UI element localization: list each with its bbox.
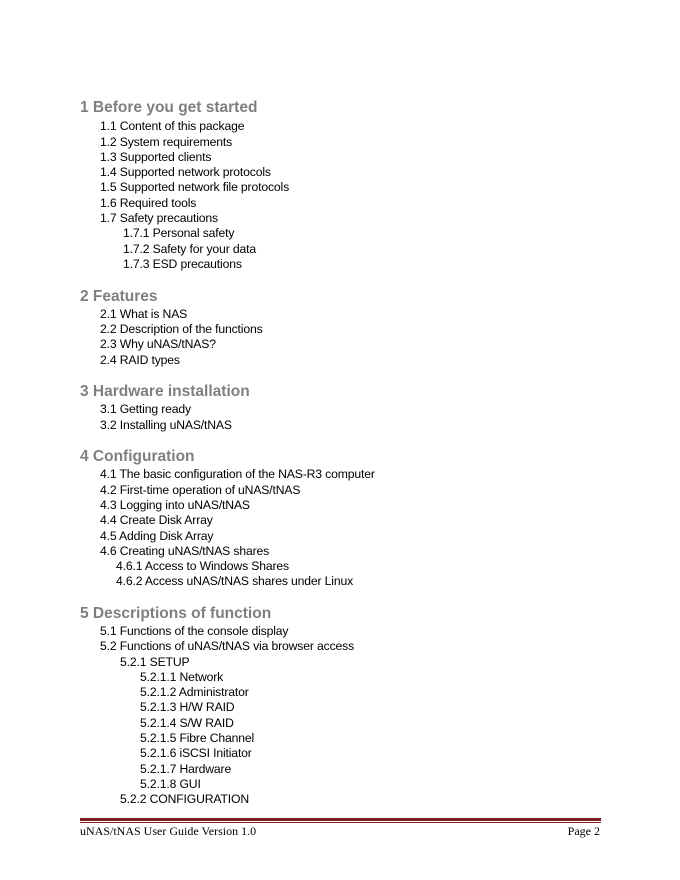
toc-heading-2[interactable]: 2 Features xyxy=(80,288,158,305)
toc-entry-3-1[interactable]: 3.1 Getting ready xyxy=(100,402,191,416)
toc-entry-4-3[interactable]: 4.3 Logging into uNAS/tNAS xyxy=(100,498,250,512)
toc-entry-1-5[interactable]: 1.5 Supported network file protocols xyxy=(100,180,290,194)
toc-entry-4-6[interactable]: 4.6 Creating uNAS/tNAS shares xyxy=(100,544,270,558)
toc-entry-1-6[interactable]: 1.6 Required tools xyxy=(100,196,197,210)
toc-entry-1-7[interactable]: 1.7 Safety precautions xyxy=(100,211,218,225)
toc-entry-5-1[interactable]: 5.1 Functions of the console display xyxy=(100,624,289,638)
toc-heading-3[interactable]: 3 Hardware installation xyxy=(80,383,250,400)
toc-entry-3-2[interactable]: 3.2 Installing uNAS/tNAS xyxy=(100,418,232,432)
toc-entry-2-2[interactable]: 2.2 Description of the functions xyxy=(100,322,263,336)
toc-entry-1-7-2[interactable]: 1.7.2 Safety for your data xyxy=(123,242,256,256)
toc-entry-4-4[interactable]: 4.4 Create Disk Array xyxy=(100,513,213,527)
toc-entry-4-1[interactable]: 4.1 The basic configuration of the NAS-R3 computer xyxy=(100,467,375,481)
toc-entry-5-2-1-3[interactable]: 5.2.1.3 H/W RAID xyxy=(140,700,235,714)
toc-entry-5-2-1-2[interactable]: 5.2.1.2 Administrator xyxy=(140,685,249,699)
toc-entry-4-6-2[interactable]: 4.6.2 Access uNAS/tNAS shares under Linux xyxy=(116,574,354,588)
toc-entry-4-2[interactable]: 4.2 First-time operation of uNAS/tNAS xyxy=(100,483,301,497)
toc-heading-4[interactable]: 4 Configuration xyxy=(80,448,195,465)
toc-entry-5-2-1-1[interactable]: 5.2.1.1 Network xyxy=(140,670,224,684)
toc-entry-5-2[interactable]: 5.2 Functions of uNAS/tNAS via browser access xyxy=(100,639,355,653)
toc-entry-5-2-1-4[interactable]: 5.2.1.4 S/W RAID xyxy=(140,716,234,730)
toc-entry-5-2-1[interactable]: 5.2.1 SETUP xyxy=(120,655,190,669)
toc-entry-4-5[interactable]: 4.5 Adding Disk Array xyxy=(100,529,214,543)
toc-entry-1-1[interactable]: 1.1 Content of this package xyxy=(100,119,245,133)
toc-entry-1-4[interactable]: 1.4 Supported network protocols xyxy=(100,165,271,179)
toc-entry-5-2-1-8[interactable]: 5.2.1.8 GUI xyxy=(140,777,201,791)
toc-entry-5-2-1-7[interactable]: 5.2.1.7 Hardware xyxy=(140,762,232,776)
toc-entry-1-3[interactable]: 1.3 Supported clients xyxy=(100,150,212,164)
footer-page-number: Page 2 xyxy=(567,824,600,838)
toc-entry-1-2[interactable]: 1.2 System requirements xyxy=(100,135,233,149)
toc-entry-1-7-1[interactable]: 1.7.1 Personal safety xyxy=(123,226,235,240)
toc-entry-5-2-1-5[interactable]: 5.2.1.5 Fibre Channel xyxy=(140,731,255,745)
toc-heading-1[interactable]: 1 Before you get started xyxy=(80,99,258,116)
toc-entry-4-6-1[interactable]: 4.6.1 Access to Windows Shares xyxy=(116,559,289,573)
toc-entry-2-4[interactable]: 2.4 RAID types xyxy=(100,353,180,367)
toc-heading-5[interactable]: 5 Descriptions of function xyxy=(80,605,272,622)
toc-entry-1-7-3[interactable]: 1.7.3 ESD precautions xyxy=(123,257,242,271)
toc-entry-5-2-1-6[interactable]: 5.2.1.6 iSCSI Initiator xyxy=(140,746,252,760)
toc-entry-2-3[interactable]: 2.3 Why uNAS/tNAS? xyxy=(100,337,216,351)
footer-rule-thin xyxy=(80,822,601,823)
footer-rule-thick xyxy=(80,818,601,821)
footer-document-title: uNAS/tNAS User Guide Version 1.0 xyxy=(80,824,257,838)
toc-entry-2-1[interactable]: 2.1 What is NAS xyxy=(100,307,188,321)
toc-entry-5-2-2[interactable]: 5.2.2 CONFIGURATION xyxy=(120,792,249,806)
